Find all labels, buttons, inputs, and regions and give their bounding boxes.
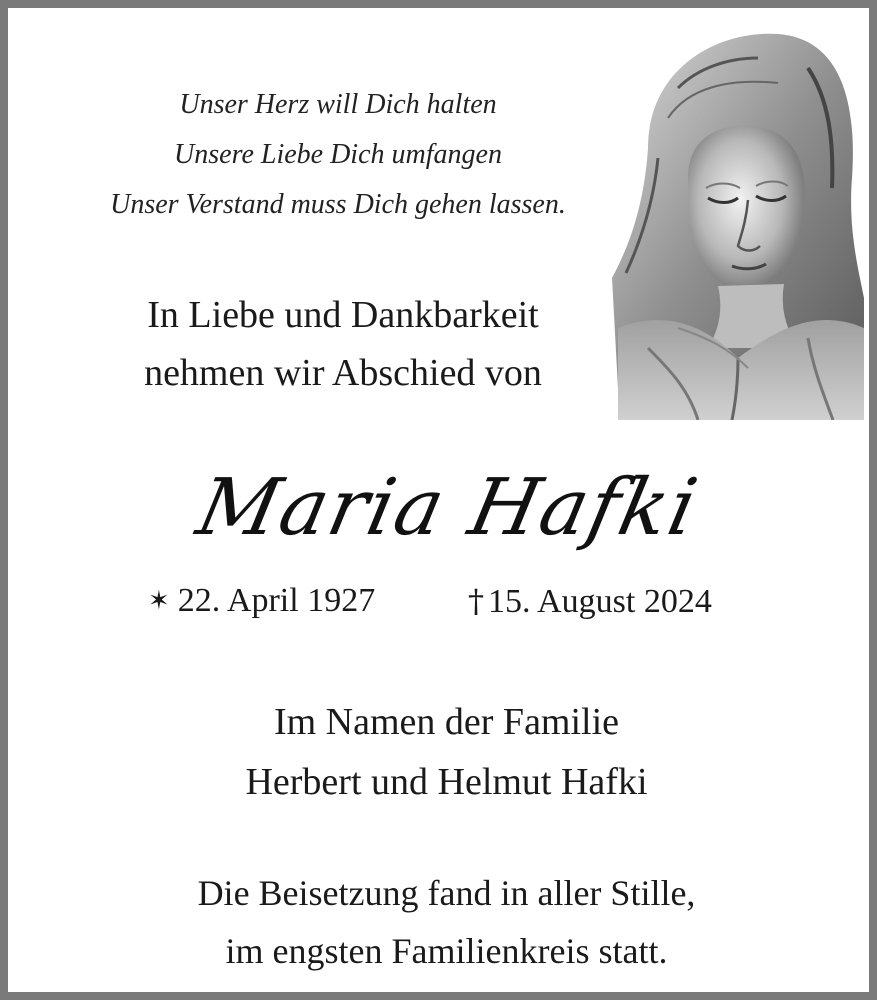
life-dates [138,576,778,626]
burial-line: Die Beisetzung fand in aller Stille, [197,873,696,913]
death-date: 15. August 2024 [488,583,712,620]
burial-line: im engsten Familienkreis statt. [225,931,668,971]
family-line: Herbert und Helmut Hafki [245,761,648,803]
dagger-icon: † [468,582,484,620]
family-line: Im Namen der Familie [273,701,620,743]
intro-line: In Liebe und Dankbarkeit [147,294,539,336]
intro-line: nehmen wir Abschied von [144,352,542,394]
death-date-group [468,576,712,627]
star-icon: ✶ [148,586,170,616]
madonna-portrait-icon [608,28,866,420]
poem-line: Unser Verstand muss Dich gehen lassen. [110,189,566,220]
poem-line: Unsere Liebe Dich umfangen [174,139,502,170]
family-signature [48,692,845,812]
poem [28,80,648,230]
poem-line: Unser Herz will Dich halten [179,89,497,120]
birth-date: 22. April 1927 [177,582,376,619]
intro-text [48,286,638,402]
birth-date-group [148,576,375,626]
burial-note [48,864,845,980]
deceased-name: Maria Hafki [189,463,707,553]
